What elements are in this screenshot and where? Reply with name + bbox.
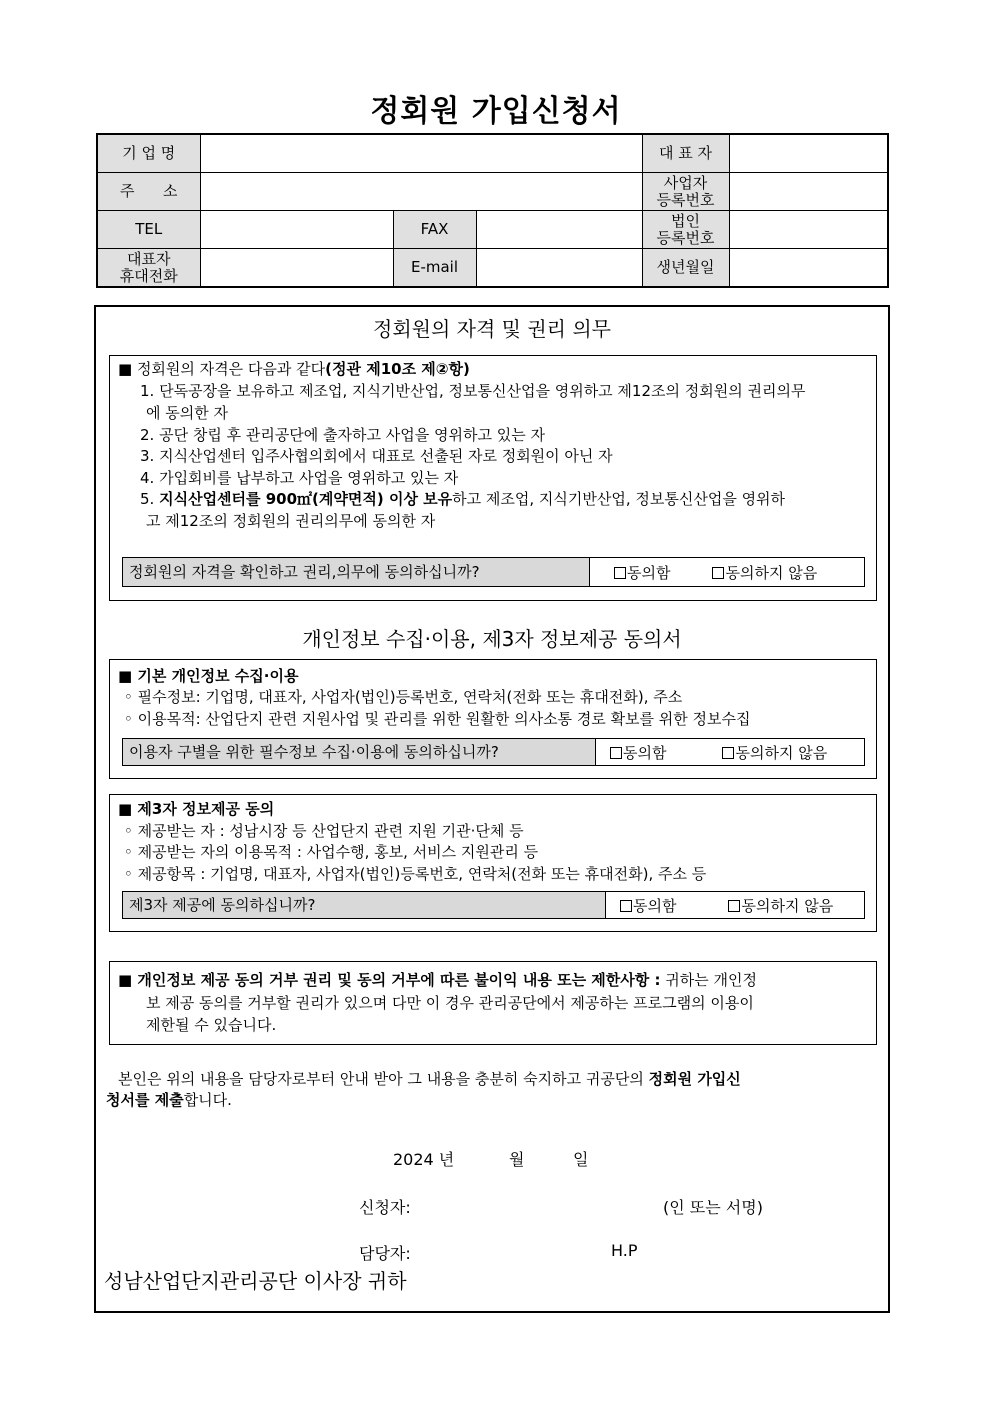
- basic-agree-option[interactable]: [610, 742, 666, 763]
- basic-question-row: [122, 738, 865, 766]
- biz-reg-label: [642, 173, 729, 211]
- basic-info-line-1: ◦ 필수정보: 기업명, 대표자, 사업자(법인)등록번호, 연락처(전화 또는 휴대전화), 주소: [124, 688, 683, 706]
- agree-label: 동의함: [627, 563, 671, 582]
- qualification-item-5b: 고 제12조의 정회원의 권리의무에 동의한 자: [146, 512, 436, 530]
- ceo-field[interactable]: [729, 134, 888, 173]
- address-label: 주 소: [97, 173, 200, 211]
- qualification-header-ref: (정관 제10조 제②항): [325, 360, 470, 378]
- item5-bold: 지식산업센터를 900㎡(계약면적) 이상 보유: [159, 490, 453, 508]
- checkbox-icon[interactable]: [610, 747, 622, 759]
- refusal-line-1: [118, 970, 757, 990]
- company-name-field[interactable]: [200, 134, 642, 173]
- fax-label: FAX: [393, 211, 476, 249]
- applicant-info-grid: [96, 133, 889, 288]
- checkbox-icon[interactable]: [728, 900, 740, 912]
- checkbox-icon[interactable]: [712, 567, 724, 579]
- third-party-box: [109, 794, 877, 932]
- qualification-header: [118, 359, 470, 379]
- declaration-bold: 정회원 가입신: [648, 1070, 741, 1088]
- declaration-text: 본인은 위의 내용을 담당자로부터 안내 받아 그 내용을 충분히 숙지하고 귀공단의: [118, 1070, 649, 1088]
- refusal-line-2: 보 제공 동의를 거부할 권리가 있으며 다만 이 경우 관리공단에서 제공하는 프로그램의 이용이: [146, 994, 754, 1012]
- date-day: 일: [573, 1150, 589, 1169]
- basic-options: [596, 739, 864, 765]
- qualification-question: 정회원의 자격을 확인하고 권리,의무에 동의하십니까?: [123, 558, 590, 586]
- corp-reg-label-line2: 등록번호: [656, 228, 715, 247]
- ceo-mobile-label-line1: 대표자: [127, 249, 171, 268]
- disagree-label: 동의하지 않음: [741, 896, 834, 915]
- biz-reg-label-line2: 등록번호: [656, 190, 715, 209]
- qualification-options: [590, 558, 864, 586]
- third-party-disagree-option[interactable]: [728, 895, 833, 916]
- company-name-label: 기 업 명: [97, 134, 200, 173]
- qualification-disagree-option[interactable]: [712, 562, 817, 583]
- tel-label: TEL: [97, 211, 200, 249]
- qualification-item-4: 4. 가입회비를 납부하고 사업을 영위하고 있는 자: [140, 469, 459, 487]
- basic-info-line-2: ◦ 이용목적: 산업단지 관련 지원사업 및 관리를 위한 원활한 의사소통 경로 확보를 위한 정보수집: [124, 710, 751, 728]
- birth-field[interactable]: [729, 249, 888, 288]
- qualification-item-2: 2. 공단 창립 후 관리공단에 출자하고 사업을 영위하고 있는 자: [140, 426, 545, 444]
- email-field[interactable]: [476, 249, 642, 288]
- declaration-line-1: [118, 1069, 741, 1089]
- third-party-line-3: ◦ 제공항목 : 기업명, 대표자, 사업자(법인)등록번호, 연락처(전화 또는 휴대전화), 주소 등: [124, 865, 707, 883]
- refusal-bold: ■ 개인정보 제공 동의 거부 권리 및 동의 거부에 따른 불이익 내용 또는 제한사항 :: [118, 971, 661, 989]
- third-party-question-row: [122, 891, 865, 919]
- declaration-bold-2: 청서를 제출: [106, 1091, 184, 1109]
- checkbox-icon[interactable]: [614, 567, 626, 579]
- page-title: 정회원 가입신청서: [370, 94, 622, 129]
- checkbox-icon[interactable]: [722, 747, 734, 759]
- basic-info-box: [109, 659, 877, 779]
- third-party-question: 제3자 제공에 동의하십니까?: [123, 892, 606, 918]
- manager-label: 담당자:: [359, 1244, 411, 1263]
- basic-info-header: ■ 기본 개인정보 수집·이용: [118, 667, 299, 685]
- ceo-mobile-label-line2: 휴대전화: [119, 266, 178, 285]
- addressee: 성남산업단지관리공단 이사장 귀하: [104, 1269, 407, 1293]
- declaration-text-2: 합니다.: [183, 1091, 232, 1109]
- qualification-box: [109, 355, 877, 601]
- corp-reg-field[interactable]: [729, 211, 888, 249]
- corp-reg-label: [642, 211, 729, 249]
- address-field[interactable]: [200, 173, 642, 211]
- agree-label: 동의함: [623, 743, 667, 762]
- tel-field[interactable]: [200, 211, 393, 249]
- refusal-rest: 귀하는 개인정: [660, 971, 757, 989]
- hp-label: H.P: [611, 1241, 638, 1260]
- birth-label: 생년월일: [642, 249, 729, 288]
- biz-reg-label-line1: 사업자: [663, 173, 708, 192]
- consent-frame: [94, 305, 890, 1313]
- disagree-label: 동의하지 않음: [725, 563, 818, 582]
- corp-reg-label-line1: 법인: [671, 211, 700, 230]
- qualification-question-row: [122, 557, 865, 587]
- third-party-options: [606, 892, 864, 918]
- basic-question: 이용자 구별을 위한 필수정보 수집·이용에 동의하십니까?: [123, 739, 596, 765]
- email-label: E-mail: [393, 249, 476, 288]
- refusal-line-3: 제한될 수 있습니다.: [146, 1016, 277, 1034]
- third-party-line-1: ◦ 제공받는 자 : 성남시장 등 산업단지 관련 지원 기관·단체 등: [124, 822, 524, 840]
- date-month: 월: [509, 1150, 525, 1169]
- basic-disagree-option[interactable]: [722, 742, 827, 763]
- qualification-title: 정회원의 자격 및 권리 의무: [373, 317, 611, 341]
- ceo-mobile-label: [97, 249, 200, 288]
- item5-rest: 하고 제조업, 지식기반산업, 정보통신산업을 영위하: [452, 490, 786, 508]
- qualification-header-text: ■ 정회원의 자격은 다음과 같다: [118, 360, 326, 378]
- third-party-header: ■ 제3자 정보제공 동의: [118, 800, 275, 818]
- declaration-line-2: [106, 1090, 232, 1110]
- ceo-mobile-field[interactable]: [200, 249, 393, 288]
- qualification-item-5a: [140, 489, 785, 509]
- date-year: 2024 년: [393, 1150, 455, 1169]
- refusal-box: [109, 961, 877, 1045]
- agree-label: 동의함: [633, 896, 677, 915]
- third-party-line-2: ◦ 제공받는 자의 이용목적 : 사업수행, 홍보, 서비스 지원관리 등: [124, 843, 539, 861]
- applicant-label: 신청자:: [359, 1198, 411, 1217]
- fax-field[interactable]: [476, 211, 642, 249]
- third-party-agree-option[interactable]: [620, 895, 676, 916]
- qualification-agree-option[interactable]: [614, 562, 670, 583]
- qualification-item-1b: 에 동의한 자: [146, 404, 228, 422]
- item5-prefix: 5.: [140, 490, 160, 508]
- disagree-label: 동의하지 않음: [735, 743, 828, 762]
- biz-reg-field[interactable]: [729, 173, 888, 211]
- qualification-item-1a: 1. 단독공장을 보유하고 제조업, 지식기반산업, 정보통신산업을 영위하고 제12조의 정회원의 권리의무: [140, 382, 806, 400]
- seal-label: (인 또는 서명): [663, 1198, 763, 1217]
- qualification-item-3: 3. 지식산업센터 입주사협의회에서 대표로 선출된 자로 정회원이 아닌 자: [140, 447, 613, 465]
- privacy-title: 개인정보 수집·이용, 제3자 정보제공 동의서: [302, 627, 682, 651]
- ceo-label: 대 표 자: [642, 134, 729, 173]
- checkbox-icon[interactable]: [620, 900, 632, 912]
